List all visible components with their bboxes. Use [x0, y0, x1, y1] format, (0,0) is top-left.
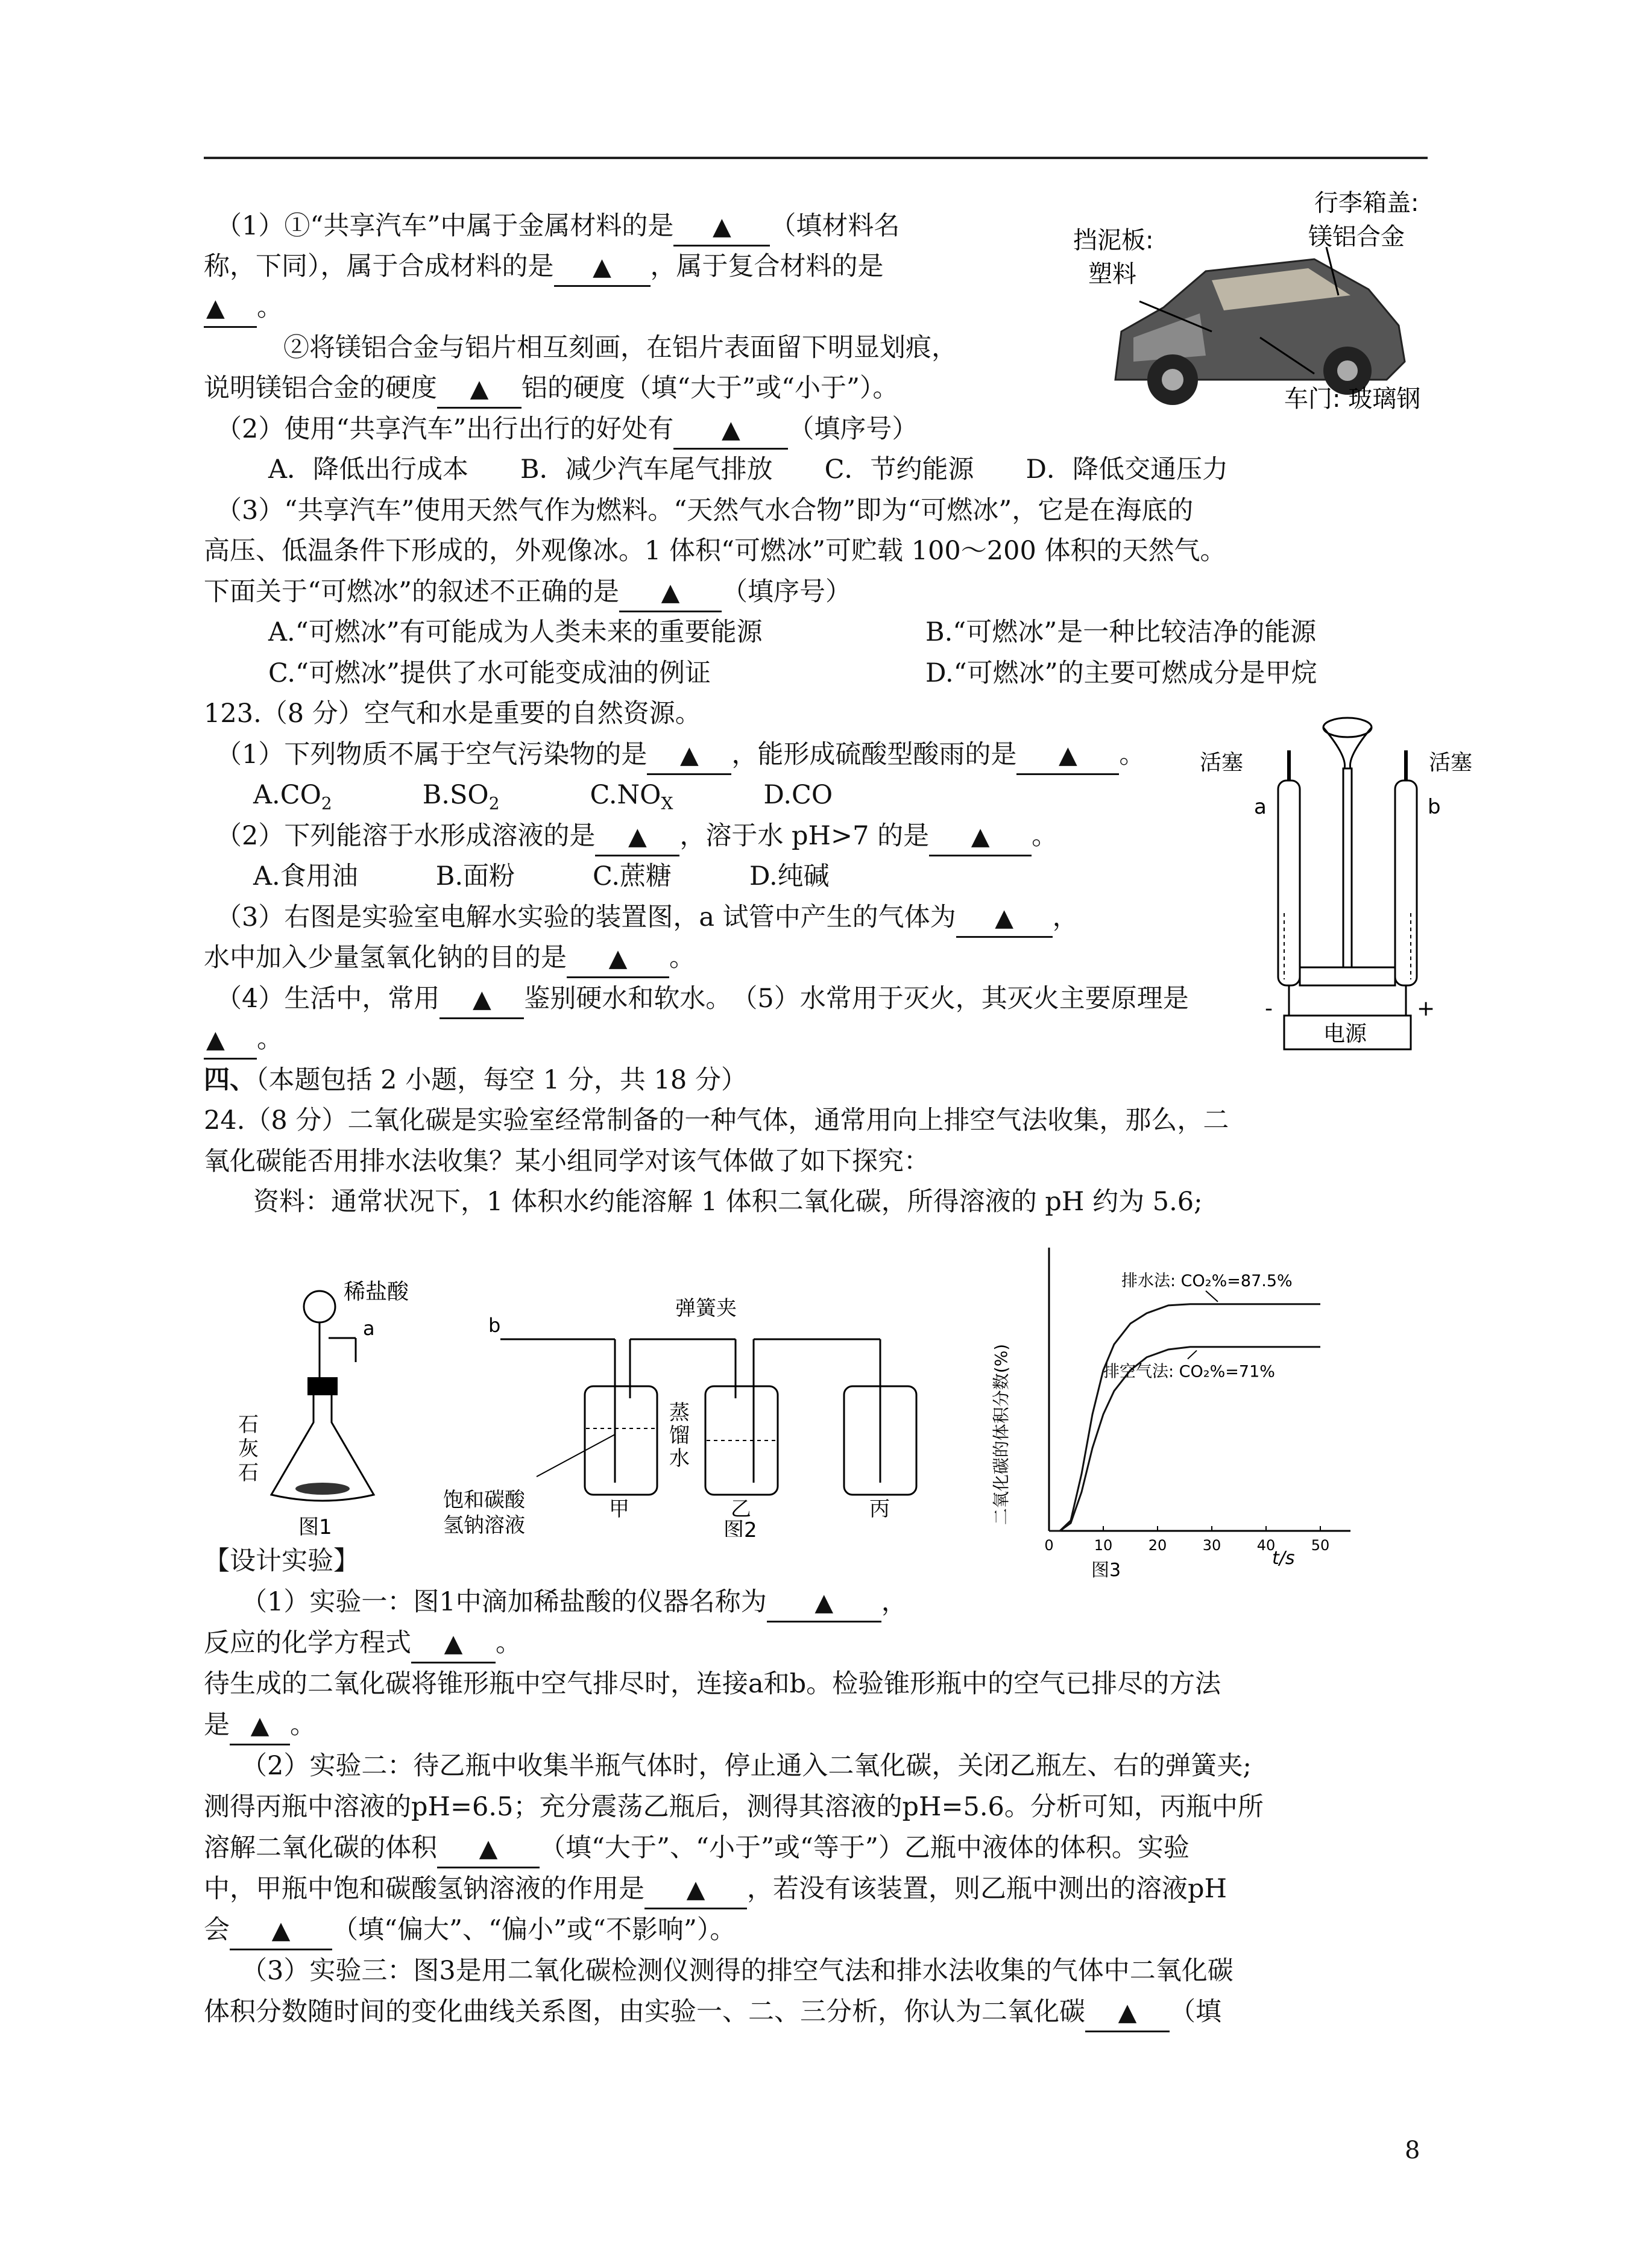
text-line: （2）使用“共享汽车”出行出行的好处有 ▲ （填序号） — [216, 411, 918, 450]
text-line: （2）下列能溶于水形成溶液的是 ▲ ，溶于水 pH>7 的是 ▲ 。 — [216, 818, 1057, 856]
answer-blank[interactable]: ▲ — [673, 412, 788, 450]
text-line: （1）①“共享汽车”中属于金属材料的是 ▲ （填材料名 — [216, 208, 900, 247]
option-line: A．降低出行成本 B．减少汽车尾气排放 C．节约能源 D．降低交通压力 — [268, 454, 1229, 485]
x-axis-label: t/s — [1272, 1548, 1295, 1569]
text-line: 24.（8 分）二氧化碳是实验室经常制备的一种气体，通常用向上排空气法收集，那么，二 — [204, 1105, 1229, 1136]
x-tick-label: 0 — [1044, 1537, 1054, 1554]
a-label: a — [363, 1317, 375, 1340]
text-line: ▲ 。 — [204, 289, 283, 328]
trunk-material: 镁铝合金 — [1308, 223, 1405, 251]
x-tick-label: 20 — [1148, 1537, 1167, 1554]
text-line: 氧化碳能否用排水法收集？某小组同学对该气体做了如下探究： — [204, 1146, 930, 1176]
text-line: 资料：通常状况下，1 体积水约能溶解 1 体积二氧化碳，所得溶液的 pH 约为 5.6; — [253, 1187, 1203, 1217]
option-line: B.“可燃冰”是一种比较洁净的能源 — [925, 617, 1317, 647]
power-label: 电源 — [1323, 1022, 1367, 1046]
text-line: （3）右图是实验室电解水实验的装置图，a 试管中产生的气体为 ▲ ， — [216, 899, 1079, 938]
tube-a-label: a — [1254, 795, 1267, 819]
acid-label: 稀盐酸 — [344, 1280, 409, 1304]
stone-label-1: 石 — [238, 1413, 259, 1437]
header-rule — [204, 157, 1428, 159]
question-heading: 123.（8 分）空气和水是重要的自然资源。 — [204, 699, 701, 729]
trunk-label: 行李箱盖: — [1314, 189, 1419, 217]
plus-label: + — [1417, 996, 1435, 1021]
answer-blank[interactable]: ▲ — [411, 1626, 496, 1663]
text-line: 测得丙瓶中溶液的pH=6.5；充分震荡乙瓶后，测得其溶液的pH=5.6。分析可知，丙瓶中所 — [204, 1792, 1264, 1822]
stone-label-2: 灰 — [238, 1437, 259, 1461]
text-line: （3）“共享汽车”使用天然气作为燃料。“天然气水合物”即为“可燃冰”，它是在海底的 — [216, 495, 1194, 526]
bottle-yi-label: 乙 — [731, 1497, 751, 1521]
text-line: ②将镁铝合金与铝片相互刻画，在铝片表面留下明显划痕， — [283, 333, 957, 363]
x-tick-label: 30 — [1202, 1537, 1221, 1554]
y-axis-label: 二氧化碳的体积分数(%) — [991, 1343, 1011, 1525]
series-pointer-1 — [1206, 1291, 1218, 1302]
water-label-3: 水 — [669, 1447, 690, 1471]
answer-blank[interactable]: ▲ — [204, 290, 257, 328]
text-line: 会 ▲ （填“偏大”、“偏小”或“不影响”）。 — [204, 1912, 736, 1950]
option-line: C.“可燃冰”提供了水可能变成油的例证 — [268, 658, 711, 688]
chart-caption: 图3 — [1091, 1560, 1121, 1581]
answer-blank[interactable]: ▲ — [767, 1585, 881, 1622]
text-line: 反应的化学方程式 ▲ 。 — [204, 1625, 521, 1663]
car-figure — [1061, 181, 1447, 446]
option-line: D.“可燃冰”的主要可燃成分是甲烷 — [925, 658, 1317, 688]
answer-blank[interactable]: ▲ — [554, 249, 651, 287]
water-label-2: 馏 — [669, 1424, 690, 1448]
text-line: 水中加入少量氢氧化钠的目的是 ▲ 。 — [204, 940, 695, 978]
nahco3-label-2: 氢钠溶液 — [443, 1513, 525, 1537]
text-line: （1）实验一：图1中滴加稀盐酸的仪器名称为 ▲ ， — [241, 1584, 907, 1622]
text-line: （1）下列物质不属于空气污染物的是 ▲ ，能形成硫酸型酸雨的是 ▲ 。 — [216, 737, 1145, 775]
answer-blank[interactable]: ▲ — [956, 900, 1053, 938]
left-valve-label: 活塞 — [1200, 750, 1244, 775]
text-line: （3）实验三：图3是用二氧化碳检测仪测得的排空气法和排水法收集的气体中二氧化碳 — [241, 1956, 1234, 1986]
bottle-jia-label: 甲 — [609, 1497, 629, 1521]
answer-blank[interactable]: ▲ — [230, 1912, 332, 1950]
door-label: 车门: 玻璃钢 — [1284, 385, 1421, 413]
answer-blank[interactable]: ▲ — [1016, 737, 1119, 775]
text-line: 下面关于“可燃冰”的叙述不正确的是 ▲ （填序号） — [204, 574, 851, 612]
answer-blank[interactable]: ▲ — [619, 574, 722, 612]
right-valve-label: 活塞 — [1429, 750, 1473, 775]
fig2-label: 图2 — [723, 1518, 757, 1537]
text-line: （4）生活中，常用 ▲ 鉴别硬水和软水。 （5）水常用于灭火，其灭火主要原理是 — [216, 981, 1189, 1019]
fender-material: 塑料 — [1088, 260, 1136, 288]
water-label-1: 蒸 — [669, 1401, 690, 1425]
answer-blank[interactable]: ▲ — [567, 940, 669, 978]
answer-blank[interactable]: ▲ — [204, 1022, 257, 1060]
answer-blank[interactable]: ▲ — [440, 981, 524, 1019]
minus-label: - — [1265, 996, 1273, 1021]
text-line: （2）实验二：待乙瓶中收集半瓶气体时，停止通入二氧化碳，关闭乙瓶左、右的弹簧夹; — [241, 1751, 1252, 1781]
answer-blank[interactable]: ▲ — [673, 209, 770, 247]
page-number: 8 — [1405, 2137, 1420, 2164]
answer-blank[interactable]: ▲ — [644, 1871, 747, 1909]
option-line: $A.CO_2$ $B.SO_2$ $C.NO_X$ D.CO — [253, 780, 833, 814]
fender-label: 挡泥板: — [1073, 227, 1154, 254]
b-label: b — [488, 1314, 501, 1337]
text-line: 称，下同），属于合成材料的是 ▲ ，属于复合材料的是 — [204, 248, 884, 287]
series-line-1 — [1049, 1304, 1320, 1531]
co2-chart — [989, 1236, 1363, 1585]
subheading: 【设计实验】 — [204, 1546, 359, 1576]
stone-label-3: 石 — [238, 1461, 259, 1485]
option-line: A.“可燃冰”有可能成为人类未来的重要能源 — [268, 617, 763, 647]
answer-blank[interactable]: ▲ — [647, 737, 731, 775]
option-line: A.食用油 B.面粉 C.蔗糖 D.纯碱 — [253, 861, 830, 891]
electrolysis-figure — [1194, 714, 1495, 1064]
answer-blank[interactable]: ▲ — [437, 1830, 540, 1868]
answer-blank[interactable]: ▲ — [929, 818, 1032, 856]
text-line: 是 ▲ 。 — [204, 1707, 316, 1745]
text-line: 体积分数随时间的变化曲线关系图，由实验一、二、三分析，你认为二氧化碳 ▲ （填 — [204, 1994, 1221, 2032]
nahco3-label-1: 饱和碳酸 — [443, 1488, 525, 1512]
answer-blank[interactable]: ▲ — [230, 1707, 290, 1745]
bottle-bing-label: 丙 — [869, 1497, 890, 1521]
text-line: 高压、低温条件下形成的，外观像冰。1 体积“可燃冰”可贮载 100～200 体积的天然气。 — [204, 536, 1226, 566]
tube-b-label: b — [1428, 795, 1441, 819]
text-line: 溶解二氧化碳的体积 ▲ （填“大于”、“小于”或“等于”）乙瓶中液体的体积。实验 — [204, 1830, 1189, 1868]
car-icon — [1115, 259, 1405, 405]
x-tick-label: 40 — [1256, 1537, 1276, 1554]
apparatus-figure — [229, 1272, 983, 1537]
text-line: 待生成的二氧化碳将锥形瓶中空气排尽时，连接a和b。检验锥形瓶中的空气已排尽的方法 — [204, 1669, 1221, 1699]
x-tick-label: 50 — [1311, 1537, 1330, 1554]
series-label-1: 排水法: CO₂%=87.5% — [1121, 1271, 1293, 1290]
series-label-2: 排空气法: CO₂%=71% — [1103, 1362, 1275, 1381]
series-pointer-2 — [1188, 1351, 1197, 1359]
answer-blank[interactable]: ▲ — [595, 818, 679, 856]
fig1-label: 图1 — [298, 1515, 332, 1537]
x-tick-label: 10 — [1094, 1537, 1113, 1554]
section-heading: 四、（本题包括 2 小题，每空 1 分，共 18 分） — [204, 1065, 747, 1095]
text-line: 说明镁铝合金的硬度 ▲ 铝的硬度（填“大于”或“小于”）。 — [204, 370, 898, 409]
clamp-label: 弹簧夹 — [675, 1296, 737, 1321]
answer-blank[interactable]: ▲ — [437, 371, 521, 409]
answer-blank[interactable]: ▲ — [1085, 1994, 1170, 2032]
text-line: ▲ 。 — [204, 1021, 283, 1060]
text-line: 中，甲瓶中饱和碳酸氢钠溶液的作用是 ▲ ，若没有该装置，则乙瓶中测出的溶液pH — [204, 1871, 1227, 1909]
